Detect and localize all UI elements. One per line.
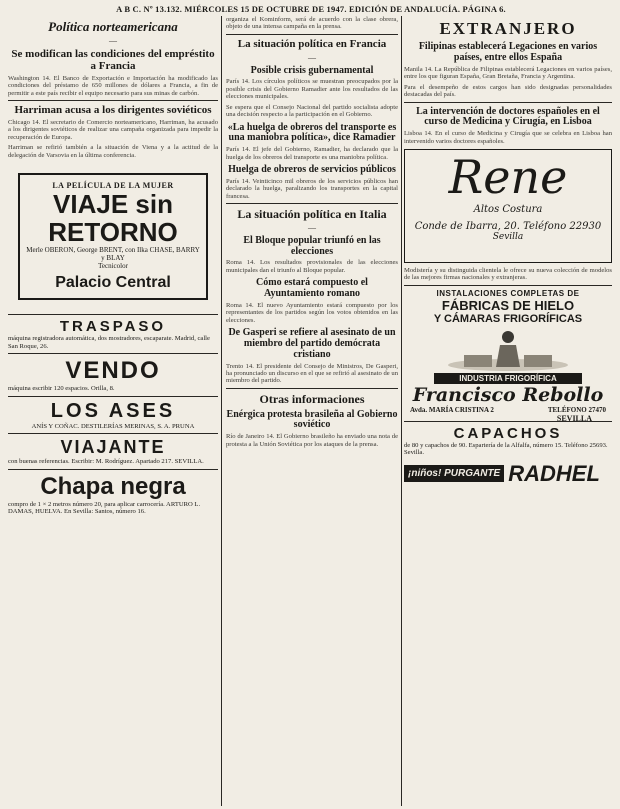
separator: — bbox=[308, 52, 316, 62]
column-rule bbox=[401, 16, 402, 806]
cinema-venue: Palacio Central bbox=[55, 273, 171, 291]
article-body: Washington 14. El Banco de Exportación e Importación ha modificado las condiciones del préstamo de 650 millones de dólares a Francia, a fin de permitir a este país recibir el equipo necesario para sus minas de carbón. bbox=[8, 74, 218, 97]
article-body: Río de Janeiro 14. El Gobierno brasileño ha enviado una nota de protesta a la Unión Soviética por los ataques de la prensa. bbox=[226, 433, 398, 448]
section-heading: Otras informaciones bbox=[259, 391, 365, 406]
article-body: Harriman se refirió también a la situación de Viena y a la actitud de la delegación de Varsovia en la última conferencia. bbox=[8, 144, 218, 159]
article-body: Trento 14. El presidente del Consejo de Ministros, De Gasperi, ha pronunciado un discurso en el que se refirió al asesinato de un miembro del partido. bbox=[226, 362, 398, 385]
divider bbox=[404, 102, 612, 103]
article-headline: Enérgica protesta brasileña al Gobierno soviético bbox=[226, 408, 398, 431]
page-header: A B C. Nº 13.132. MIÉRCOLES 15 DE OCTUBRE DE 1947. EDICIÓN DE ANDALUCÍA. PÁGINA 6. bbox=[116, 4, 506, 14]
article-body: París 14. Los círculos políticos se muestran preocupados por la posible crisis del Gobierno Ramadier ante los resultados de las elecciones municipales. bbox=[226, 78, 398, 101]
divider bbox=[8, 353, 218, 354]
divider bbox=[226, 203, 398, 204]
section-heading: La situación política en Francia bbox=[237, 37, 387, 50]
section-heading: Política norteamericana bbox=[48, 19, 178, 34]
frigorifica-advert bbox=[404, 329, 612, 423]
article-headline: Harriman acusa a los dirigentes soviéticos bbox=[14, 104, 212, 116]
article-headline: Filipinas establecerá Legaciones en varios países, entre ellos España bbox=[418, 41, 598, 64]
divider bbox=[8, 469, 218, 470]
article-body: Lisboa 14. En el curso de Medicina y Cirugía que se celebra en Lisboa han intervenido varios doctores españoles. bbox=[404, 130, 612, 145]
classified-text: ANÍS Y COÑAC. DESTILERÍAS MERINAS, S. A. PRUNA bbox=[31, 422, 195, 430]
separator: — bbox=[308, 222, 316, 232]
article-body: Chicago 14. El secretario de Comercio norteamericano, Harriman, ha acusado a los dirigentes soviéticos de realizar una campaña organizada para impedir la recuperación de Europa. bbox=[8, 118, 218, 141]
article-headline: «La huelga de obreros del transporte es una maniobra política», dice Ramadier bbox=[227, 121, 397, 144]
purgante-brand: RADHEL bbox=[508, 460, 600, 486]
column-1 bbox=[8, 16, 218, 806]
film-title: VIAJE sin bbox=[53, 188, 173, 219]
worker-illustration bbox=[404, 329, 612, 373]
section-heading: La situación política en Italia bbox=[237, 206, 387, 221]
column-rule bbox=[221, 16, 222, 806]
article-headline: Se modifican las condiciones del empréstito a Francia bbox=[11, 48, 215, 72]
article-headline: La intervención de doctores españoles en el curso de Medicina y Cirugía, en Lisboa bbox=[416, 105, 600, 128]
rene-address: Conde de Ibarra, 20. Teléfono 22930 bbox=[414, 220, 602, 232]
divider bbox=[404, 285, 612, 286]
purgante-label: ¡niños! PURGANTE bbox=[404, 465, 504, 482]
article-headline: De Gasperi se refiere al asesinato de un miembro del partido demócrata cristiano bbox=[228, 327, 396, 360]
advert-headline: FÁBRICAS DE HIELO bbox=[441, 297, 575, 313]
column-2 bbox=[226, 16, 398, 806]
classified-heading: Chapa negra bbox=[40, 472, 186, 500]
classified-heading: VENDO bbox=[65, 357, 161, 385]
divider bbox=[226, 34, 398, 35]
company-city: SEVILLA bbox=[556, 413, 592, 423]
divider bbox=[8, 314, 218, 315]
section-heading: EXTRANJERO bbox=[439, 19, 577, 38]
article-body: París 14. El jefe del Gobierno, Ramadier, ha declarado que la huelga de los obreros del transporte es una maniobra política. bbox=[226, 146, 398, 161]
purgante-advert bbox=[404, 461, 612, 487]
company-contact bbox=[404, 406, 612, 414]
cinema-tagline: LA PELÍCULA DE LA MUJER bbox=[52, 180, 174, 190]
rene-logo: Rene bbox=[448, 149, 568, 204]
classified-heading: CAPACHOS bbox=[453, 424, 563, 442]
rene-tagline: Altos Costura bbox=[473, 203, 543, 215]
advert-heading: INSTALACIONES COMPLETAS DE bbox=[436, 288, 580, 298]
rene-advert bbox=[404, 149, 612, 263]
divider bbox=[8, 433, 218, 434]
industry-label: INDUSTRIA FRIGORÍFICA bbox=[434, 373, 582, 384]
cinema-advert bbox=[18, 173, 208, 300]
classified-text: máquina escribir 120 espacios. Orilla, 8. bbox=[8, 385, 115, 393]
article-headline: Cómo estará compuesto el Ayuntamiento romano bbox=[256, 277, 368, 300]
article-body: Roma 14. El nuevo Ayuntamiento estará compuesto por los representantes de los partidos según los votos obtenidos en las elecciones. bbox=[226, 301, 398, 324]
company-address: Avda. MARÍA CRISTINA 2 bbox=[410, 405, 494, 414]
classified-text: con buenas referencias. Escribir: M. Rodríguez. Apartado 217. SEVILLA. bbox=[8, 458, 204, 466]
advert-headline: Y CÁMARAS FRIGORÍFICAS bbox=[433, 312, 583, 325]
rene-city: Sevilla bbox=[492, 231, 524, 242]
article-headline: El Bloque popular triunfó en las elecciones bbox=[243, 234, 381, 257]
advert-body: Modistería y su distinguida clientela le ofrece su nueva colección de modelos de las mejores firmas nacionales y extranjeras. bbox=[404, 266, 612, 282]
film-title: RETORNO bbox=[48, 216, 178, 247]
company-name: Francisco Rebollo bbox=[412, 383, 604, 406]
separator: — bbox=[109, 36, 117, 46]
article-body: Manila 14. La República de Filipinas establecerá Legaciones en varios países, entre los que figuran España, Gran Bretaña, Francia y Argentina. bbox=[404, 65, 612, 81]
article-body: París 14. Veinticinco mil obreros de los servicios públicos han declarado la huelga, paralizando los transportes en la capital francesa. bbox=[226, 177, 398, 200]
article-body: Para el desempeño de estos cargos han sido designadas personalidades destacadas del país. bbox=[404, 83, 612, 99]
film-cast: Merle OBERON, George BRENT, con Ilka CHASE, BARRY y BLAY bbox=[26, 245, 200, 262]
article-body: Se espera que el Consejo Nacional del partido socialista adopte una decisión respecto a la participación en el Gobierno. bbox=[226, 103, 398, 119]
article-headline: Huelga de obreros de servicios públicos bbox=[228, 163, 396, 175]
classified-text: de 80 y capachos de 90. Espartería de la Alfalfa, número 15. Teléfono 25693. Sevilla. bbox=[404, 441, 608, 457]
column-3 bbox=[404, 16, 612, 806]
divider bbox=[8, 100, 218, 101]
classified-text: máquina registradora automática, dos mostradores, escaparate. Madrid, calle San Roque, 26. bbox=[8, 334, 210, 350]
divider bbox=[226, 388, 398, 389]
film-colour: Tecnicolor bbox=[98, 261, 128, 270]
divider bbox=[8, 396, 218, 397]
classified-heading: TRASPASO bbox=[59, 317, 167, 335]
article-headline: Posible crisis gubernamental bbox=[250, 64, 374, 76]
company-phone: TELÉFONO 27470 bbox=[547, 405, 606, 414]
classified-heading: VIAJANTE bbox=[60, 437, 166, 458]
article-body: organiza el Kominform, será de acuerdo con la clase obrera, objeto de una intensa campaña en la prensa. bbox=[226, 16, 398, 31]
article-body: Roma 14. Los resultados provisionales de las elecciones municipales dan el triunfo al Bloque popular. bbox=[226, 259, 398, 274]
classified-heading: LOS ASES bbox=[50, 399, 176, 422]
classified-text: compro de 1 × 2 metros número 20, para aplicar carrocería. ARTURO L. DAMAS, HUELVA. En Sevilla: Santos, número 16. bbox=[8, 500, 201, 516]
